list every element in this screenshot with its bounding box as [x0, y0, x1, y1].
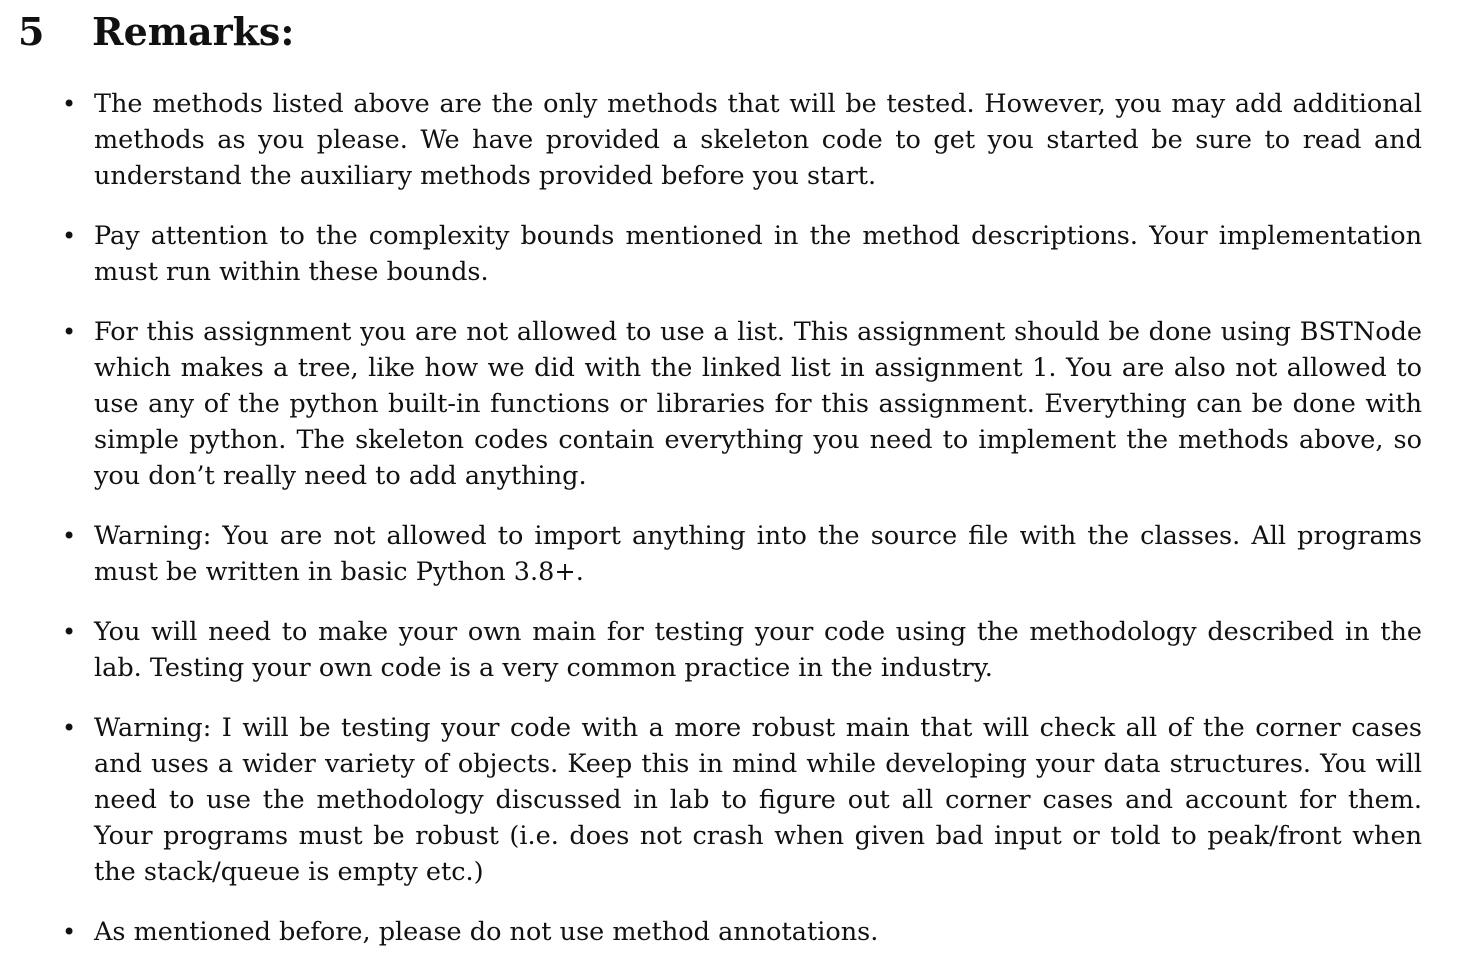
remark-item-robust-main [62, 710, 1422, 890]
remark-text: Warning: You are not allowed to import anything into the source file with the classes. All programs must be written in basic Python 3.8+. [94, 521, 1422, 587]
section-heading [18, 10, 294, 54]
section-number: 5 [18, 9, 45, 54]
bullet-icon: • [62, 714, 77, 742]
bullet-icon: • [62, 618, 77, 646]
bullet-icon: • [62, 522, 77, 550]
bullet-icon: • [62, 90, 77, 118]
remarks-list [62, 86, 1422, 950]
remark-item-no-list [62, 314, 1422, 494]
remark-text: Pay attention to the complexity bounds mentioned in the method descriptions. Your implementation must run within these bounds. [94, 221, 1422, 287]
remark-item-methods-tested [62, 86, 1422, 194]
bullet-icon: • [62, 222, 77, 250]
remark-text: The methods listed above are the only methods that will be tested. However, you may add additional methods as you please. We have provided a skeleton code to get you started be sure to read and understand the auxiliary methods provided before you start. [94, 89, 1422, 191]
remark-item-own-main [62, 614, 1422, 686]
bullet-icon: • [62, 918, 77, 946]
remark-text: You will need to make your own main for testing your code using the methodology described in the lab. Testing your own code is a very common practice in the industry. [94, 617, 1422, 683]
remark-text: Warning: I will be testing your code with a more robust main that will check all of the corner cases and uses a wider variety of objects. Keep this in mind while developing your data structures. You will need to use the methodology discussed in lab to figure out all corner cases and account for them. Your programs must be robust (i.e. does not crash when given bad input or told to peak/front when the stack/queue is empty etc.) [94, 713, 1422, 887]
section-title: Remarks: [92, 9, 295, 54]
remark-item-no-imports [62, 518, 1422, 590]
bullet-icon: • [62, 318, 77, 346]
remark-item-no-annotations [62, 914, 1422, 950]
remark-item-complexity-bounds [62, 218, 1422, 290]
remark-text: For this assignment you are not allowed to use a list. This assignment should be done using BSTNode which makes a tree, like how we did with the linked list in assignment 1. You are also not allowed to use any of the python built-in functions or libraries for this assignment. Everything can be done with simple python. The skeleton codes contain everything you need to implement the methods above, so you don’t really need to add anything. [94, 317, 1422, 491]
remark-text: As mentioned before, please do not use method annotations. [94, 917, 879, 947]
